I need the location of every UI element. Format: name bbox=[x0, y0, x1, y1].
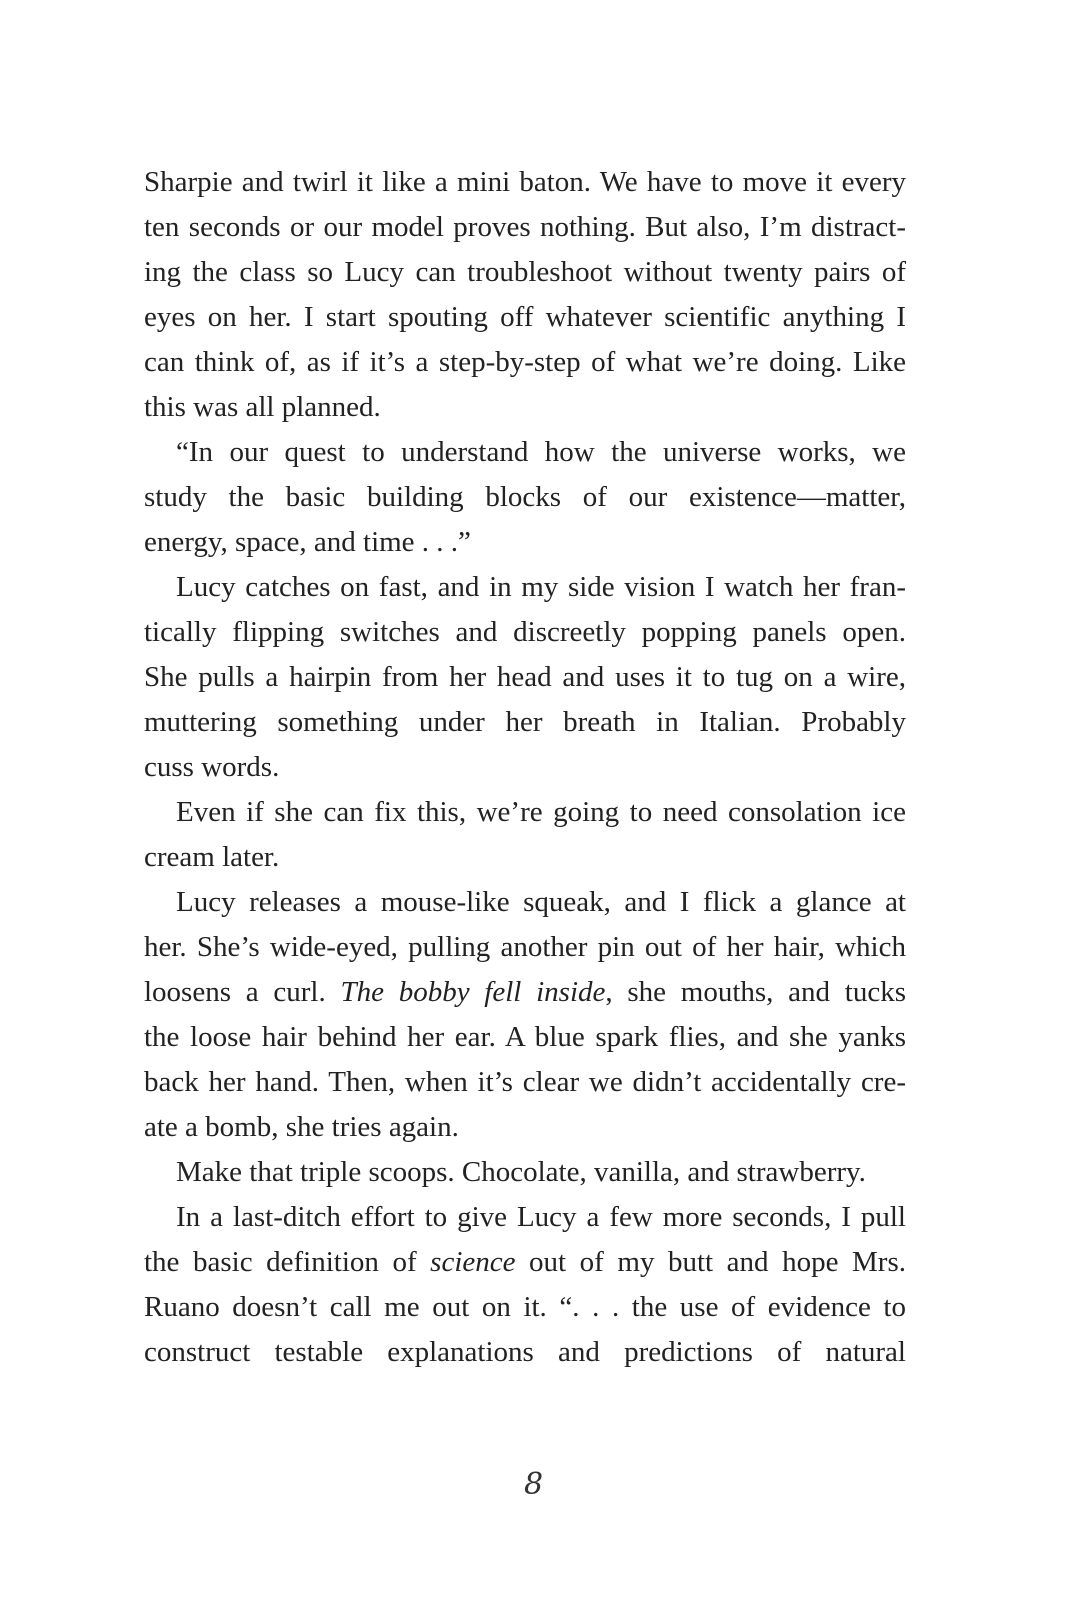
text-segment: cuss words. bbox=[144, 751, 280, 783]
text-line bbox=[144, 520, 906, 565]
text-segment: “In our quest to understand how the universe works, we bbox=[176, 436, 906, 468]
text-line bbox=[144, 1285, 906, 1330]
text-segment: energy, space, and time . . .” bbox=[144, 526, 471, 558]
text-line bbox=[144, 565, 906, 610]
text-segment: She pulls a hairpin from her head and uses it to tug on a wire, bbox=[144, 661, 906, 693]
text-line bbox=[144, 1150, 906, 1195]
paragraph bbox=[144, 430, 906, 565]
text-segment: Sharpie and twirl it like a mini baton. We have to move it every bbox=[144, 166, 906, 198]
text-line bbox=[144, 205, 906, 250]
italic-text: The bobby fell inside bbox=[340, 976, 606, 1008]
text-segment: Even if she can fix this, we’re going to need consolation ice bbox=[176, 796, 906, 828]
paragraph bbox=[144, 1150, 906, 1195]
text-line bbox=[144, 925, 906, 970]
text-segment: tically flipping switches and discreetly popping panels open. bbox=[144, 616, 906, 648]
text-segment: the basic definition of bbox=[144, 1246, 431, 1278]
text-segment: the loose hair behind her ear. A blue spark flies, and she yanks bbox=[144, 1021, 906, 1053]
paragraph bbox=[144, 1195, 906, 1375]
page-number: 8 bbox=[523, 1467, 544, 1502]
text-line bbox=[144, 160, 906, 205]
text-segment: Lucy releases a mouse-like squeak, and I flick a glance at bbox=[176, 886, 906, 918]
text-segment: , she mouths, and tucks bbox=[605, 976, 906, 1008]
text-segment: can think of, as if it’s a step-by-step of what we’re doing. Like bbox=[144, 346, 906, 378]
paragraph bbox=[144, 565, 906, 790]
paragraph bbox=[144, 160, 906, 430]
text-line bbox=[144, 475, 906, 520]
text-segment: ing the class so Lucy can troubleshoot without twenty pairs of bbox=[144, 256, 906, 288]
text-line bbox=[144, 1105, 906, 1150]
text-line bbox=[144, 790, 906, 835]
text-line bbox=[144, 250, 906, 295]
text-segment: eyes on her. I start spouting off whatever scientific anything I bbox=[144, 301, 906, 333]
text-line bbox=[144, 880, 906, 925]
text-segment: muttering something under her breath in Italian. Probably bbox=[144, 706, 906, 738]
text-line bbox=[144, 1060, 906, 1105]
text-line bbox=[144, 295, 906, 340]
text-segment: her. She’s wide-eyed, pulling another pin out of her hair, which bbox=[144, 931, 906, 963]
text-line bbox=[144, 430, 906, 475]
text-line bbox=[144, 340, 906, 385]
text-segment: Lucy catches on fast, and in my side vision I watch her fran- bbox=[176, 571, 906, 603]
text-line bbox=[144, 1240, 906, 1285]
text-segment: loosens a curl. bbox=[144, 976, 341, 1008]
text-line bbox=[144, 1330, 906, 1375]
text-segment: this was all planned. bbox=[144, 391, 381, 423]
text-segment: ten seconds or our model proves nothing. But also, I’m distract- bbox=[144, 211, 906, 243]
text-line bbox=[144, 655, 906, 700]
text-line bbox=[144, 835, 906, 880]
text-segment: construct testable explanations and predictions of natural bbox=[144, 1336, 906, 1368]
text-line bbox=[144, 1015, 906, 1060]
text-segment: study the basic building blocks of our existence—matter, bbox=[144, 481, 906, 513]
text-line bbox=[144, 970, 906, 1015]
text-segment: cream later. bbox=[144, 841, 280, 873]
text-segment: Make that triple scoops. Chocolate, vanilla, and strawberry. bbox=[176, 1156, 866, 1188]
text-segment: ate a bomb, she tries again. bbox=[144, 1111, 459, 1143]
text-line bbox=[144, 745, 906, 790]
text-segment: back her hand. Then, when it’s clear we didn’t accidentally cre- bbox=[144, 1066, 906, 1098]
paragraph bbox=[144, 790, 906, 880]
text-segment: In a last-ditch effort to give Lucy a few more seconds, I pull bbox=[176, 1201, 906, 1233]
text-line bbox=[144, 385, 906, 430]
text-line bbox=[144, 1195, 906, 1240]
paragraph bbox=[144, 880, 906, 1150]
text-segment: out of my butt and hope Mrs. bbox=[515, 1246, 906, 1278]
text-segment: Ruano doesn’t call me out on it. “. . . the use of evidence to bbox=[144, 1291, 906, 1323]
body-text bbox=[144, 160, 906, 1375]
text-line bbox=[144, 610, 906, 655]
italic-text: science bbox=[430, 1246, 516, 1278]
text-line bbox=[144, 700, 906, 745]
